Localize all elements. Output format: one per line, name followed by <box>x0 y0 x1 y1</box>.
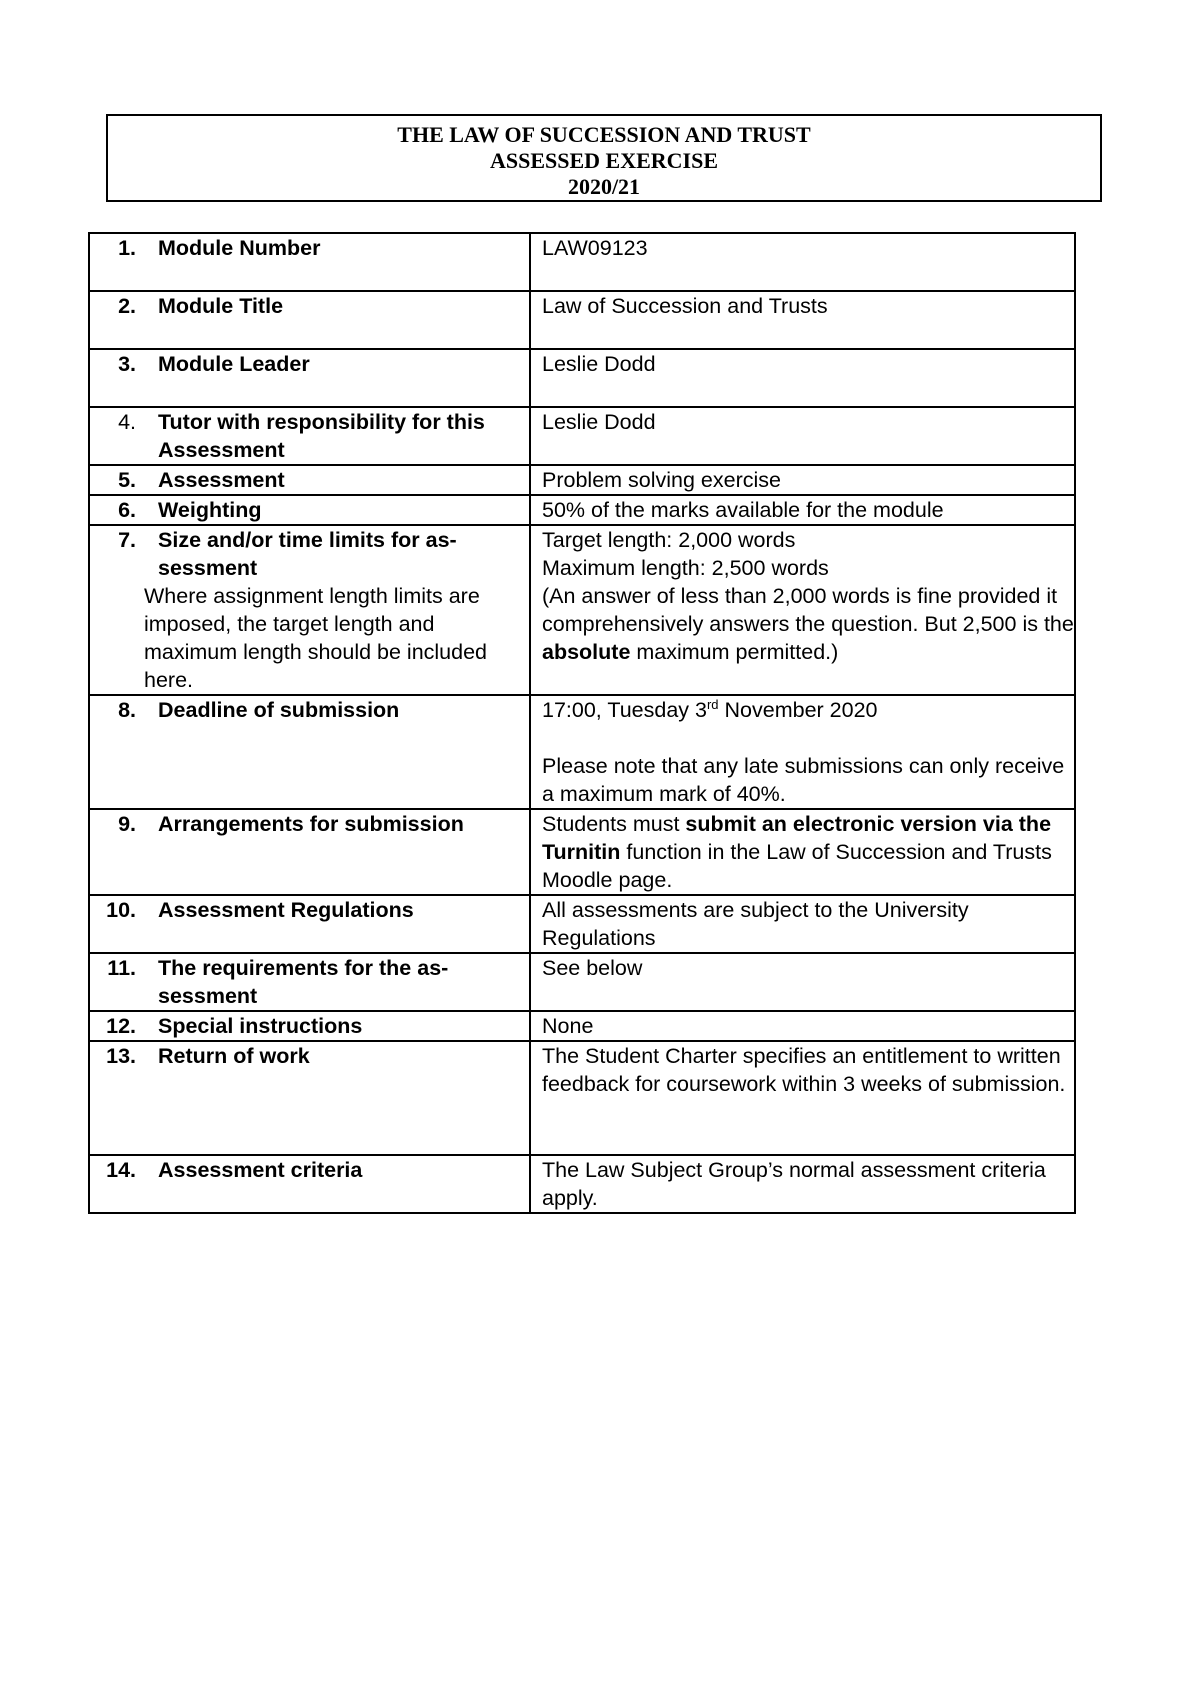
assessment-details-table <box>88 232 1076 1214</box>
row-value: The Law Subject Group’s normal assessment criteria apply. <box>530 1155 1075 1213</box>
row-number: 14. <box>106 1158 136 1182</box>
deadline: 17:00, Tuesday 3rd November 2020 <box>542 696 878 722</box>
row-number: 10. <box>106 898 136 922</box>
late-submission-note: Please note that any late submissions can only receive a maximum mark of 40%. <box>542 754 1065 806</box>
row-value: See below <box>530 953 1075 1011</box>
row-value <box>530 695 1075 809</box>
row-number: 11. <box>107 956 136 980</box>
table-row <box>89 895 1075 953</box>
row-label: Assessment criteria <box>158 1158 363 1182</box>
row-number: 12. <box>106 1014 136 1038</box>
row-number: 1. <box>118 236 136 260</box>
maximum-length: Maximum length: 2,500 words <box>542 556 829 580</box>
row-label: The requirements for the as-sessment <box>158 956 449 1008</box>
academic-year: 2020/21 <box>567 174 641 199</box>
row-number: 7. <box>118 528 136 552</box>
row-label: Module Title <box>158 294 284 318</box>
table-row <box>89 349 1075 407</box>
length-note: (An answer of less than 2,000 words is fine provided it comprehensively answers the question. But 2,500 is the absolute maximum permitted.) <box>542 584 1074 664</box>
row-label-note: Where assignment length limits are imposed, the target length and maximum length should be included here. <box>144 584 488 692</box>
table-row <box>89 1041 1075 1155</box>
document-subtitle: ASSESSED EXERCISE <box>489 148 719 173</box>
table-row <box>89 1155 1075 1213</box>
row-value: 50% of the marks available for the module <box>530 495 1075 525</box>
target-length: Target length: 2,000 words <box>542 528 796 552</box>
row-value: The Student Charter specifies an entitlement to written feedback for coursework within 3 weeks of submission. <box>530 1041 1075 1155</box>
row-label: Arrangements for submission <box>158 812 464 836</box>
row-value: Problem solving exercise <box>530 465 1075 495</box>
row-value: Students must submit an electronic version via the Turnitin function in the Law of Succession and Trusts Moodle page. <box>530 809 1075 895</box>
table-row <box>89 233 1075 291</box>
table-row <box>89 495 1075 525</box>
row-number: 13. <box>106 1044 136 1068</box>
row-label: Module Leader <box>158 352 310 376</box>
row-label: Assessment <box>158 468 285 492</box>
row-number: 8. <box>118 698 136 722</box>
table-row <box>89 291 1075 349</box>
table-row <box>89 525 1075 695</box>
row-label: Return of work <box>158 1044 310 1068</box>
table-row <box>89 809 1075 895</box>
row-value: Law of Succession and Trusts <box>530 291 1075 349</box>
row-number: 2. <box>118 294 136 318</box>
document-title-box <box>106 114 1102 202</box>
row-label: Special instructions <box>158 1014 363 1038</box>
document-title: THE LAW OF SUCCESSION AND TRUST <box>397 122 811 147</box>
row-label: Tutor with responsibility for this Assessment <box>158 410 485 462</box>
row-number: 3. <box>118 352 136 376</box>
table-row <box>89 407 1075 465</box>
row-label: Assessment Regulations <box>158 898 414 922</box>
row-number: 6. <box>118 498 136 522</box>
table-row <box>89 1011 1075 1041</box>
row-value: Leslie Dodd <box>530 349 1075 407</box>
row-number: 9. <box>118 812 136 836</box>
row-value <box>530 525 1075 695</box>
table-row <box>89 695 1075 809</box>
row-number: 5. <box>118 468 136 492</box>
row-label: Weighting <box>158 498 262 522</box>
row-label: Deadline of submission <box>158 698 400 722</box>
table-row <box>89 953 1075 1011</box>
row-label: Module Number <box>158 236 321 260</box>
row-number: 4. <box>118 410 136 434</box>
row-label: Size and/or time limits for as-sessment <box>158 528 457 580</box>
row-value: All assessments are subject to the University Regulations <box>530 895 1075 953</box>
row-value: Leslie Dodd <box>530 407 1075 465</box>
table-row <box>89 465 1075 495</box>
row-value: None <box>530 1011 1075 1041</box>
row-value: LAW09123 <box>530 233 1075 291</box>
